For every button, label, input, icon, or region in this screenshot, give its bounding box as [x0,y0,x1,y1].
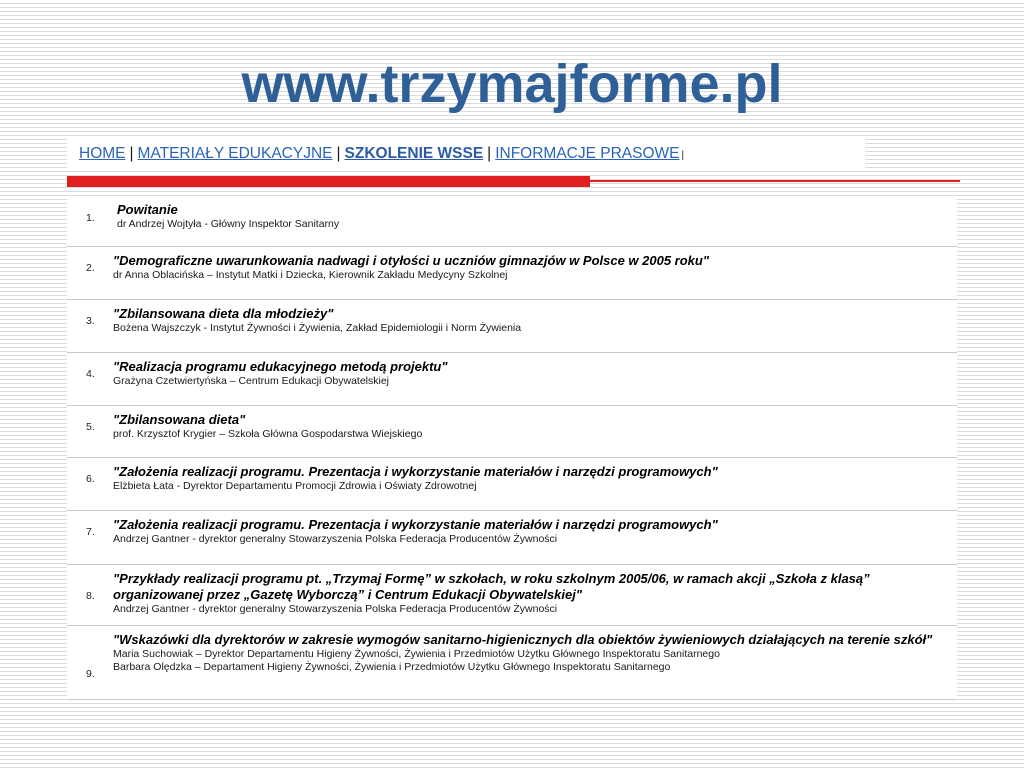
talk-title: "Zbilansowana dieta dla młodzieży" [113,306,334,321]
nav-separator: | [487,145,492,162]
talk-title: "Zbilansowana dieta" [113,412,246,427]
list-item-number: 5. [86,421,95,433]
nav-link-informacje-prasowe[interactable]: INFORMACJE PRASOWE [495,145,680,162]
talk-speaker: prof. Krzysztof Krygier – Szkoła Główna Gospodarstwa Wiejskiego [113,428,423,440]
talk-speaker: Bożena Wajszczyk - Instytut Żywności i Żywienia, Zakład Epidemiologii i Norm Żywienia [113,322,522,334]
accent-bar [67,176,590,187]
list-item [67,565,957,626]
list-item-number: 1. [86,212,95,224]
nav-separator: | [336,145,341,162]
talk-speaker: dr Anna Oblacińska – Instytut Matki i Dziecka, Kierownik Zakładu Medycyny Szkolnej [113,269,508,281]
list-item-number: 4. [86,368,95,380]
nav-separator: | [681,150,685,161]
list-item-body [117,202,947,231]
talk-speaker: dr Andrzej Wojtyła - Główny Inspektor Sanitarny [117,218,340,230]
nav-separator: | [129,145,134,162]
talk-speaker: Elżbieta Łata - Dyrektor Departamentu Promocji Zdrowia i Oświaty Zdrowotnej [113,480,477,492]
accent-line [590,180,960,182]
list-item-number: 8. [86,590,95,602]
talk-speaker: Andrzej Gantner - dyrektor generalny Stowarzyszenia Polska Federacja Producentów Żywności [113,533,558,545]
list-item [67,626,957,700]
nav-link-home[interactable]: HOME [79,145,126,162]
list-item-number: 9. [86,668,95,680]
talk-speaker: Maria Suchowiak – Dyrektor Departamentu Higieny Żywności, Żywienia i Przedmiotów Użytku Głównego Inspektoratu Sanitarnego [113,648,720,660]
list-item-number: 2. [86,262,95,274]
talk-speaker: Grażyna Czetwiertyńska – Centrum Edukacji Obywatelskiej [113,375,390,387]
list-item [67,458,957,511]
talk-title: Powitanie [117,202,178,217]
list-item-body [113,253,947,282]
list-item-body [113,517,947,546]
talk-speaker: Andrzej Gantner - dyrektor generalny Stowarzyszenia Polska Federacja Producentów Żywności [113,603,558,615]
list-item [67,300,957,353]
nav-link-materialy-edukacyjne[interactable]: MATERIAŁY EDUKACYJNE [137,145,333,162]
talk-title: "Demograficzne uwarunkowania nadwagi i otyłości u uczniów gimnazjów w Polsce w 2005 roku" [113,253,710,268]
talk-title: "Wskazówki dla dyrektorów w zakresie wymogów sanitarno-higienicznych dla obiektów żywieniowych działających na terenie szkół" [113,632,933,647]
talk-list [67,197,957,700]
list-item [67,247,957,300]
list-item-body [113,571,947,616]
talk-speaker: Barbara Olędzka – Departament Higieny Żywności, Żywienia i Przedmiotów Użytku Głównego Inspektoratu Sanitarnego [113,661,671,673]
list-item-number: 7. [86,526,95,538]
list-item-body [113,306,947,335]
talk-title: "Realizacja programu edukacyjnego metodą projektu" [113,359,448,374]
list-item-body [113,359,947,388]
talk-title: "Założenia realizacji programu. Prezentacja i wykorzystanie materiałów i narzędzi programowych" [113,464,718,479]
list-item [67,353,957,406]
nav-bar [67,139,865,169]
list-item-body [113,632,947,674]
list-item-number: 3. [86,315,95,327]
site-title: www.trzymajforme.pl [241,54,783,114]
list-item [67,406,957,458]
talk-title: "Przykłady realizacji programu pt. „Trzymaj Formę” w szkołach, w roku szkolnym 2005/06, w ramach akcji „Szkoła z klasą” organizowanej przez „Gazetę Wyborczą” i Centrum Edukacji Obywatelskiej" [113,571,870,602]
nav-link-szkolenie-wsse[interactable]: SZKOLENIE WSSE [344,145,484,162]
list-item-number: 6. [86,473,95,485]
list-item [67,511,957,565]
list-item-body [113,412,947,441]
list-item-body [113,464,947,493]
talk-title: "Założenia realizacji programu. Prezentacja i wykorzystanie materiałów i narzędzi programowych" [113,517,718,532]
list-item [67,197,957,247]
